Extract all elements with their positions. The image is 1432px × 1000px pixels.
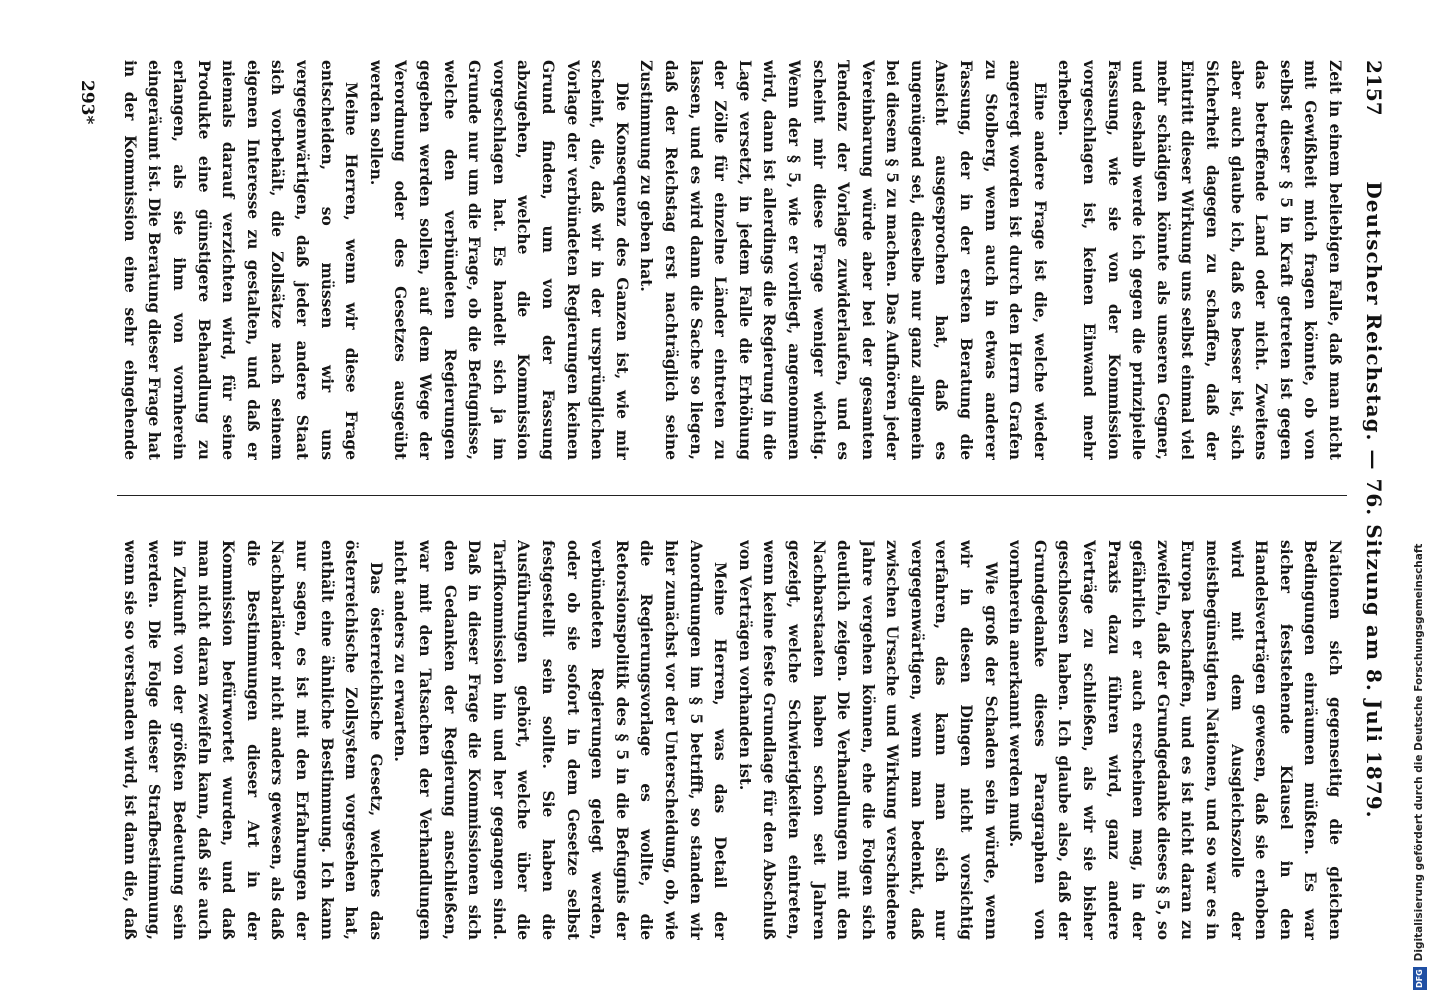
page-number: 2157 [1362,60,1386,116]
text-column-right [117,540,1347,940]
paragraph: Eine andere Frage ist die, welche wieder angeregt worden ist durch den Herrn Grafen zu Stolberg, wenn auch in etwas anderer Fassung, der in der ersten Beratung die Ansicht ausgesprochen hat, daß es ungenügend sei, dieselbe nur ganz allgemein bei diesem § 5 zu machen. Das Aufhören jeder Vereinbarung würde aber bei der gesamten Tendenz der Vorlage zuwiderlaufen, und es scheint mir diese Frage weniger wichtig. Wenn der § 5, wie er vorliegt, angenommen wird, dann ist allerdings die Regierung in die Lage versetzt, in jedem Falle die Erhöhung der Zölle für einzelne Länder eintreten zu lassen, und es wird dann die Sache so liegen, daß der Reichstag erst nachträglich seine Zustimmung zu geben hat. [637,60,1049,460]
credit-strip [1410,0,1432,1000]
paragraph: Die Konsequenz des Ganzen ist, wie mir scheint, die, daß wir in der ursprünglichen Vorlage der verbündeten Regierungen keinen Grund finden, um von der Fassung abzugehen, welche die Kommission vorgeschlagen hat. Es handelt sich ja im Grunde nur um die Frage, ob die Befugnisse, welche den verbündeten Regierungen gegeben werden sollen, auf dem Wege der Verordnung oder des Gesetzes ausgeübt werden sollen. [366,60,631,460]
column-divider [117,495,1347,496]
text-column-left [117,60,1347,460]
page-header [1352,60,1392,940]
paragraph: Meine Herren, was das Detail der Anordnungen im § 5 betrifft, so standen wir hier zunächst vor der Unterscheidung, ob, wie die Regierungsvorlage es wollte, die Retorsionspolitik des § 5 in die Befugnis der verbündeten Regierungen gelegt werden, oder ob sie sofort in dem Gesetze selbst festgestellt sein sollte. Sie haben die Ausführungen gehört, welche über die Tarifkommission hin und her gegangen sind. Daß in dieser Frage die Kommissionen sich den Gedanken der Regierung anschließen, war mit den Tatsachen der Verhandlungen nicht anders zu erwarten. [391,540,730,940]
paragraph: Zeit in einem beliebigen Falle, daß man nicht mit Gewißheit mich fragen könnte, ob von selbst dieser § 5 in Kraft getreten ist gegen das betreffende Land oder nicht. Zweitens aber auch glaube ich, daß es besser ist, sich Sicherheit dagegen zu schaffen, daß der Eintritt dieser Wirkung uns selbst einmal viel mehr schädigen könnte als unseren Gegner, und deshalb werde ich gegen die prinzipielle Fassung, wie sie von der Kommission vorgeschlagen ist, keinen Einwand mehr erheben. [1055,60,1344,460]
dfg-logo-icon: DFG [1413,967,1427,990]
paragraph: Meine Herren, wenn wir diese Frage entscheiden, so müssen wir uns vergegenwärtigen, daß jeder andere Staat sich vorbehält, die Zollsätze nach seinem eigenen Interesse zu gestalten, und daß er niemals darauf verzichten wird, für seine Produkte eine günstigere Behandlung zu erlangen, als sie ihm von vornherein eingeräumt ist. Die Beratung dieser Frage hat in der Kommission eine sehr eingehende [120,60,361,460]
paragraph: Nationen sich gegenseitig die gleichen Bedingungen einräumen müßten. Es war sicher feststehende Klausel in den Handelsverträgen gewesen, daß sie erhoben wird mit dem Ausgleichszolle der meistbegünstigten Nationen, und so war es in Europa beschaffen, und es ist nicht daran zu zweifeln, daß der Grundgedanke dieses § 5, so gefährlich er auch erscheinen mag, in der Praxis dazu führen wird, ganz andere Verträge zu schließen, als wir sie bisher geschlossen haben. Ich glaube also, daß der Grundgedanke dieses Paragraphen von vornherein anerkannt werden muß. [1006,540,1344,940]
paragraph: Wie groß der Schaden sein würde, wenn wir in diesen Dingen nicht vorsichtig verfahren, das kann man sich nur vergegenwärtigen, wenn man bedenkt, daß zwischen Ursache und Wirkung verschiedene Jahre vergehen können, ehe die Folgen sich deutlich zeigen. Die Verhandlungen mit den Nachbarstaaten haben schon seit Jahren gezeigt, welche Schwierigkeiten eintreten, wenn keine feste Grundlage für den Abschluß von Verträgen vorhanden ist. [735,540,1000,940]
sheet-number: 293* [77,80,97,125]
page-title: Deutscher Reichstag. — 76. Sitzung am 8. Juli 1879. [1362,181,1386,819]
paragraph: Das österreichische Gesetz, welches das österreichische Zollsystem vorgesehen hat, enthält eine ähnliche Bestimmung. Ich kann nur sagen, es ist mit den Erfahrungen der Nachbarländer nicht anders gewesen, als daß die Bestimmungen dieser Art in der Kommission befürwortet wurden, und daß man nicht daran zweifeln kann, daß sie auch in Zukunft von der größten Bedeutung sein werden. Die Folge dieser Strafbestimmung, wenn sie so verstanden wird, ist dann die, daß [120,540,385,940]
digitization-credit: Digitalisierung gefördert durch die Deutsche Forschungsgemeinschaft [1413,543,1425,962]
